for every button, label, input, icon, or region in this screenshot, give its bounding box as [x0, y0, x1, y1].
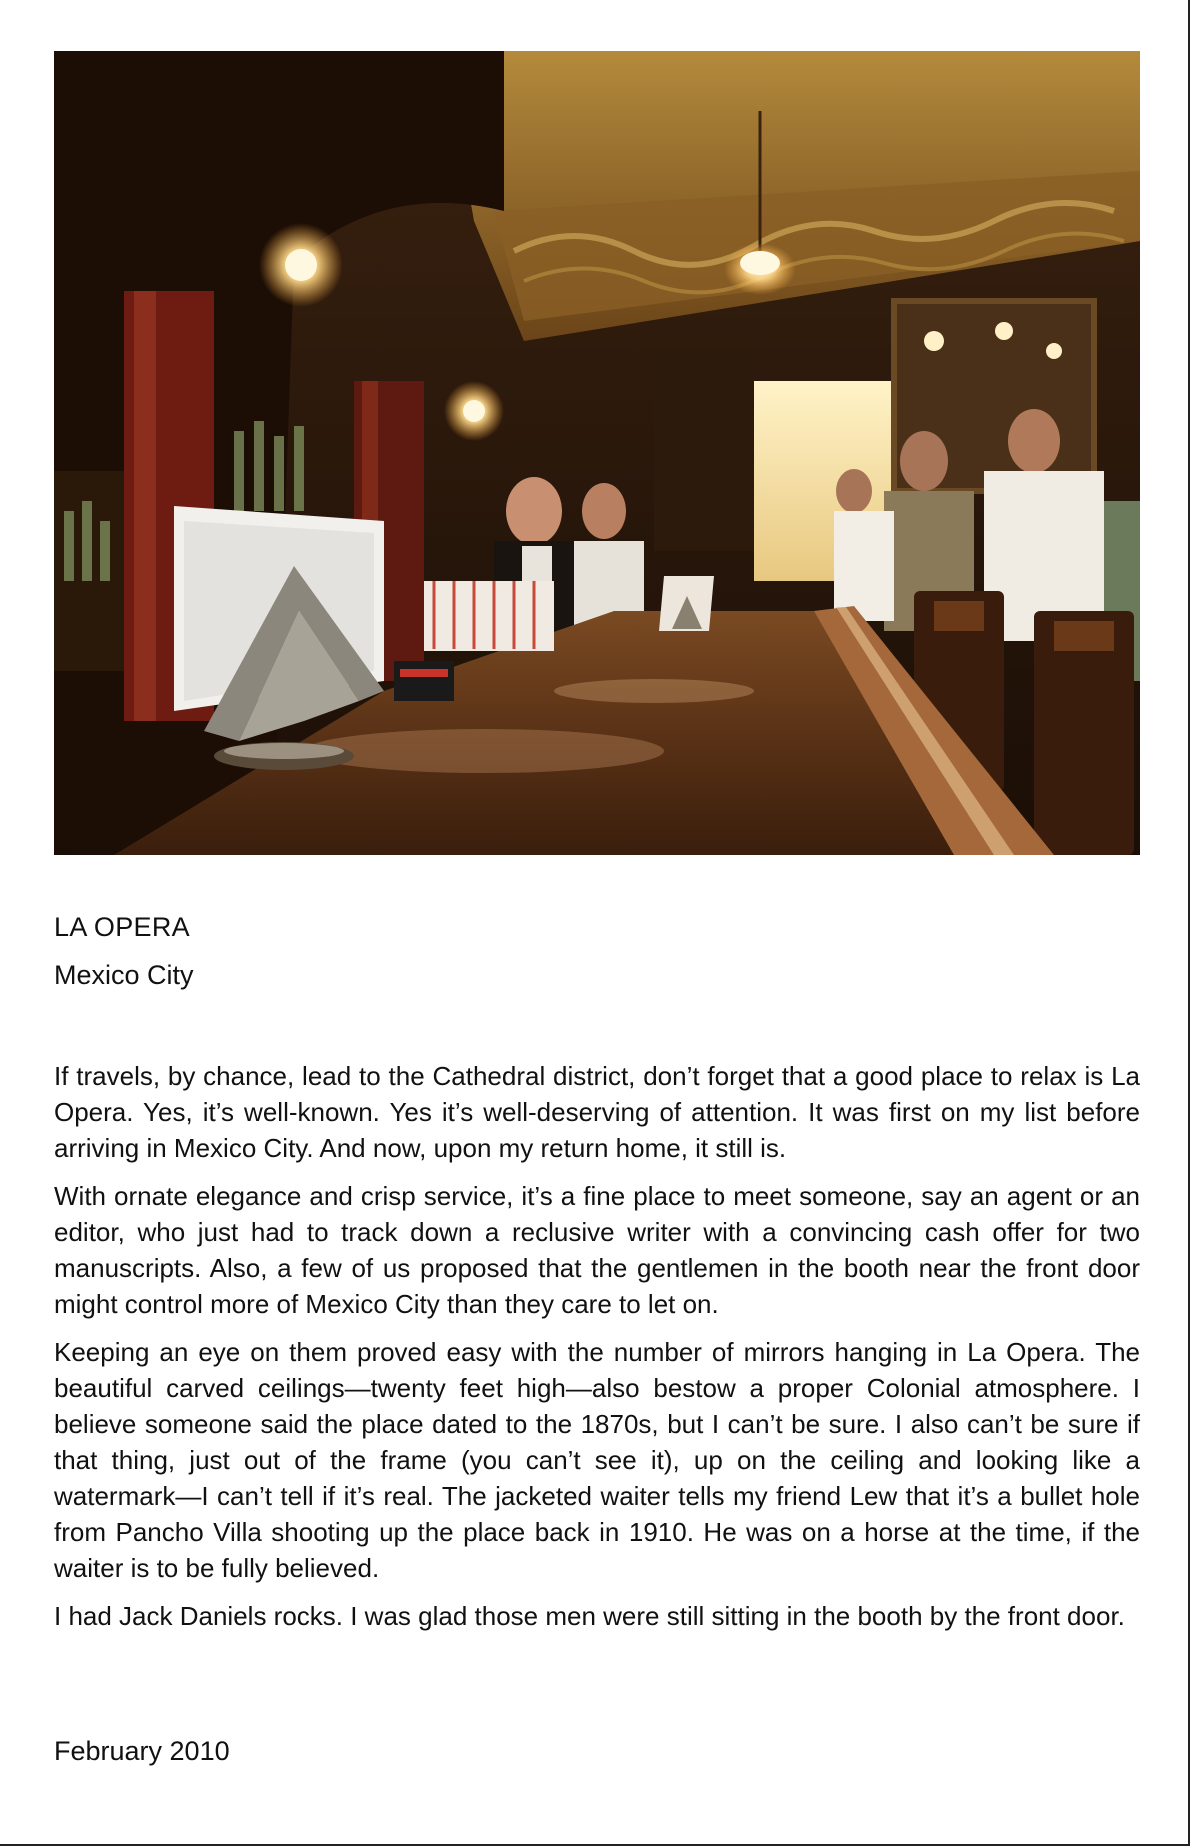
photo-illustration [54, 51, 1140, 855]
article-heading [54, 910, 1140, 992]
paragraph: With ornate elegance and crisp service, it’s a fine place to meet someone, say an agent or an editor, who just had to track down a reclusive writer with a convincing cash offer for two manuscripts. Also, a few of us proposed that the gentlemen in the booth near the front door might control more of Mexico City than they care to let on. [54, 1181, 1140, 1319]
bar-interior-photo [54, 51, 1140, 855]
article-title: LA OPERA [54, 912, 190, 942]
article-location: Mexico City [54, 960, 194, 990]
article-date: February 2010 [54, 1736, 230, 1766]
paragraph: If travels, by chance, lead to the Cathedral district, don’t forget that a good place to relax is La Opera. Yes, it’s well-known. Yes it’s well-deserving of attention. It was first on my list before arriving in Mexico City. And now, upon my return home, it still is. [54, 1061, 1140, 1163]
paragraph: Keeping an eye on them proved easy with the number of mirrors hanging in La Opera. The beautiful carved ceilings—twenty feet high—also bestow a proper Colonial atmosphere. I believe someone said the place dated to the 1870s, but I can’t be sure. I also can’t be sure if that thing, just out of the frame (you can’t see it), up on the ceiling and looking like a watermark—I can’t tell if it’s real. The jacketed waiter tells my friend Lew that it’s a bullet hole from Pancho Villa shooting up the place back in 1910. He was on a horse at the time, if the waiter is to be fully believed. [54, 1337, 1140, 1583]
paragraph: I had Jack Daniels rocks. I was glad those men were still sitting in the booth by the front door. [54, 1601, 1125, 1631]
article-body [54, 1058, 1140, 1646]
